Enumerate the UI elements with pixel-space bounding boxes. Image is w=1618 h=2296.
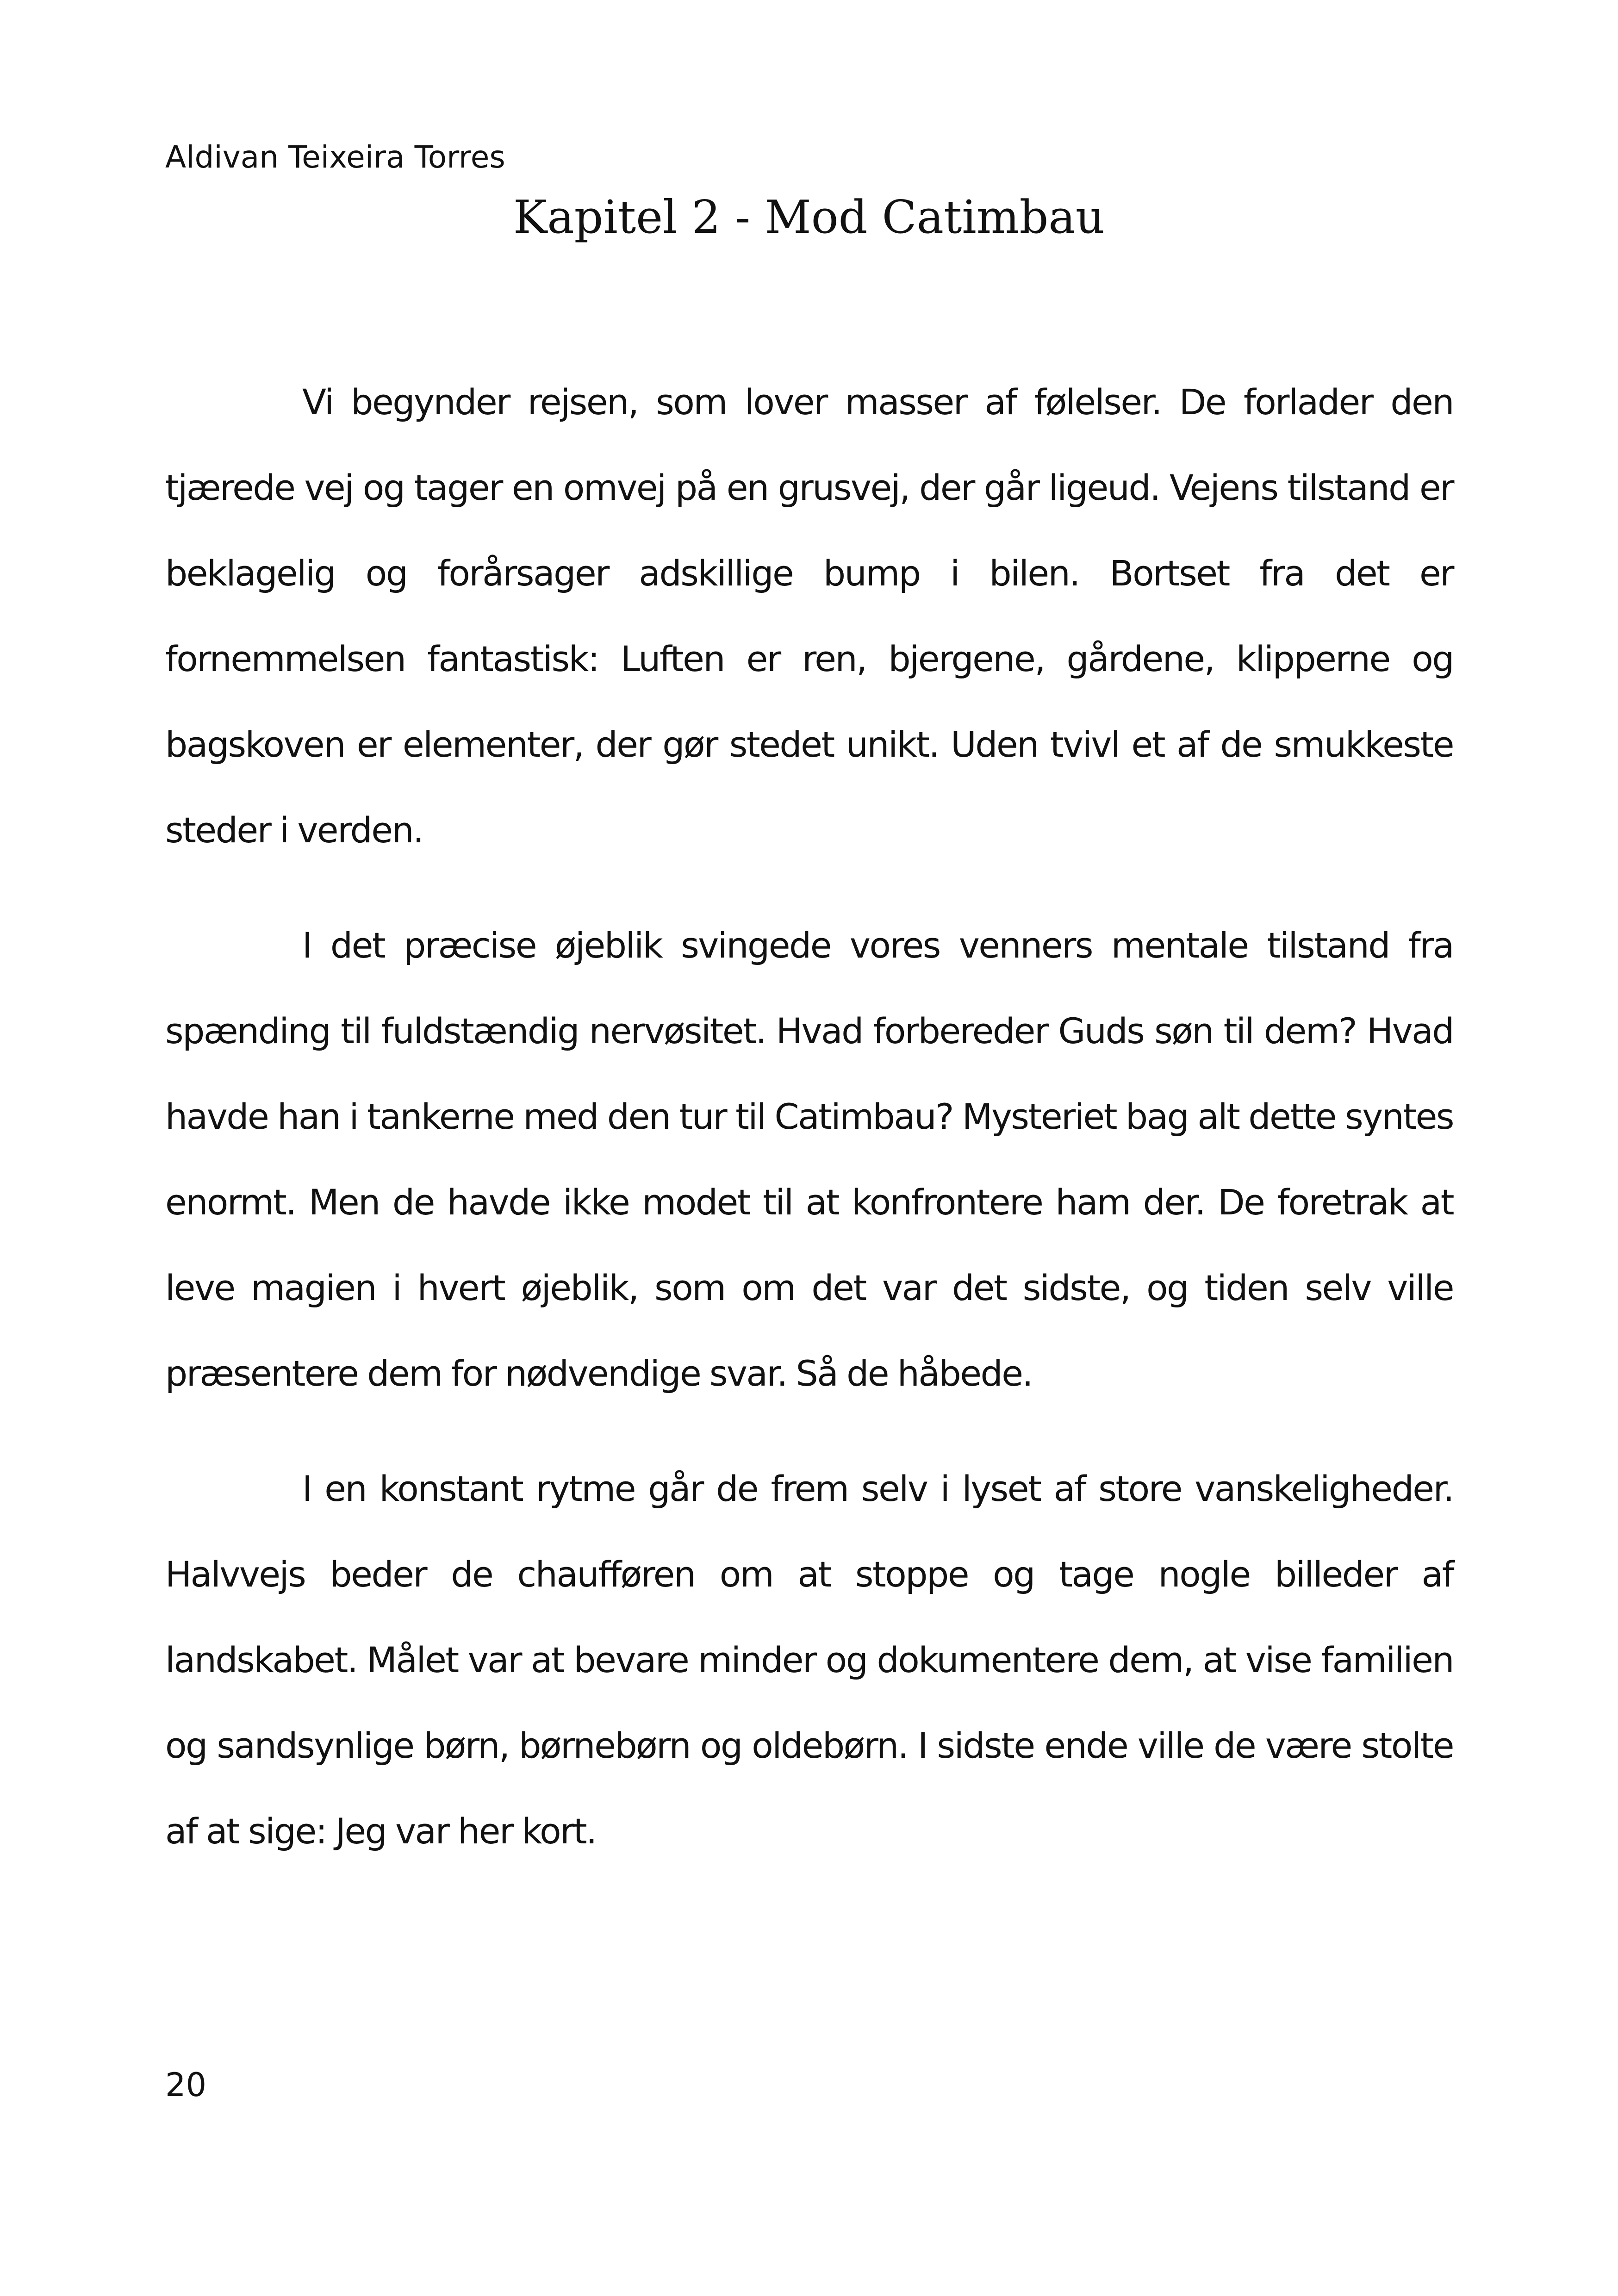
paragraph-3: I en konstant rytme går de frem selv i lyset af store vanskeligheder. Halvvejs beder de chaufføren om at stoppe og tage nogle billeder af landskabet. Målet var at bevare minder og dokumentere dem, at vise familien og sandsynlige børn, børnebørn og oldebørn. I sidste ende ville de være stolte af at sige: Jeg var her kort. (165, 1468, 1453, 1852)
chapter-title: Kapitel 2 - Mod Catimbau (513, 191, 1105, 244)
page-number: 20 (165, 2066, 207, 2104)
body-text (165, 359, 1453, 1904)
running-header-author: Aldivan Teixeira Torres (165, 139, 505, 175)
paragraph-1: Vi begynder rejsen, som lover masser af følelser. De forlader den tjærede vej og tager en omvej på en grusvej, der går ligeud. Vejens tilstand er beklagelig og forårsager adskillige bump i bilen. Bortset fra det er fornemmelsen fantastisk: Luften er ren, bjergene, gårdene, klipperne og bagskoven er elementer, der gør stedet unikt. Uden tvivl et af de smukkeste steder i verden. (165, 381, 1453, 851)
paragraph-2: I det præcise øjeblik svingede vores venners mentale tilstand fra spænding til fuldstændig nervøsitet. Hvad forbereder Guds søn til dem? Hvad havde han i tankerne med den tur til Catimbau? Mysteriet bag alt dette syntes enormt. Men de havde ikke modet til at konfrontere ham der. De foretrak at leve magien i hvert øjeblik, som om det var det sidste, og tiden selv ville præsentere dem for nødvendige svar. Så de håbede. (165, 925, 1453, 1394)
